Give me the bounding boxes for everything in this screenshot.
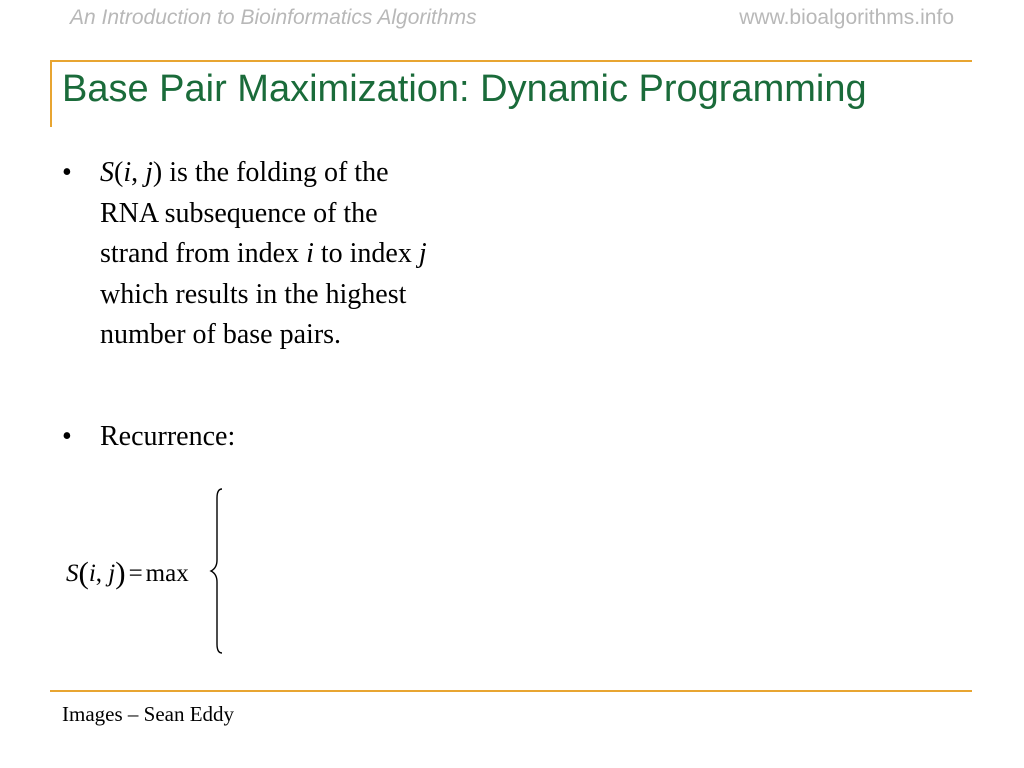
slide-title: Base Pair Maximization: Dynamic Programming — [62, 68, 867, 110]
website-header: www.bioalgorithms.info — [739, 6, 954, 29]
j-symbol: j — [418, 238, 427, 269]
bullet-dot-2: • — [62, 421, 72, 452]
formula-i: i — [88, 560, 96, 587]
bullet-line-1: S(i, j) is the folding of the — [100, 157, 389, 188]
book-title-header: An Introduction to Bioinformatics Algorithms — [70, 6, 477, 29]
formula-max: max — [145, 560, 189, 587]
recurrence-formula — [66, 555, 189, 591]
bullet-line-4: which results in the highest — [100, 278, 407, 310]
i-symbol: i — [123, 157, 132, 188]
i-symbol: i — [306, 238, 314, 269]
footer-credit: Images – Sean Eddy — [62, 702, 235, 726]
formula-open-paren: ( — [78, 555, 89, 590]
formula-s: S — [66, 560, 79, 587]
bullet-dot-1: • — [62, 157, 72, 188]
bullet-line-2: RNA subsequence of the — [100, 197, 378, 229]
bullet-line-3: strand from index i to index j — [100, 238, 427, 269]
title-rule — [50, 60, 972, 62]
formula-j: j — [108, 560, 116, 587]
formula-comma: , — [95, 560, 109, 587]
footer-rule — [50, 690, 972, 692]
j-symbol: j — [145, 157, 153, 188]
s-symbol: S — [100, 157, 114, 188]
formula-close-paren: ) — [115, 555, 126, 590]
bullet-definition — [100, 153, 540, 356]
bullet-line-5: number of base pairs. — [100, 319, 342, 350]
title-rule-vertical — [50, 60, 52, 127]
formula-equals: = — [128, 560, 143, 587]
left-brace-icon — [208, 486, 228, 658]
bullet-recurrence: Recurrence: — [100, 421, 236, 452]
